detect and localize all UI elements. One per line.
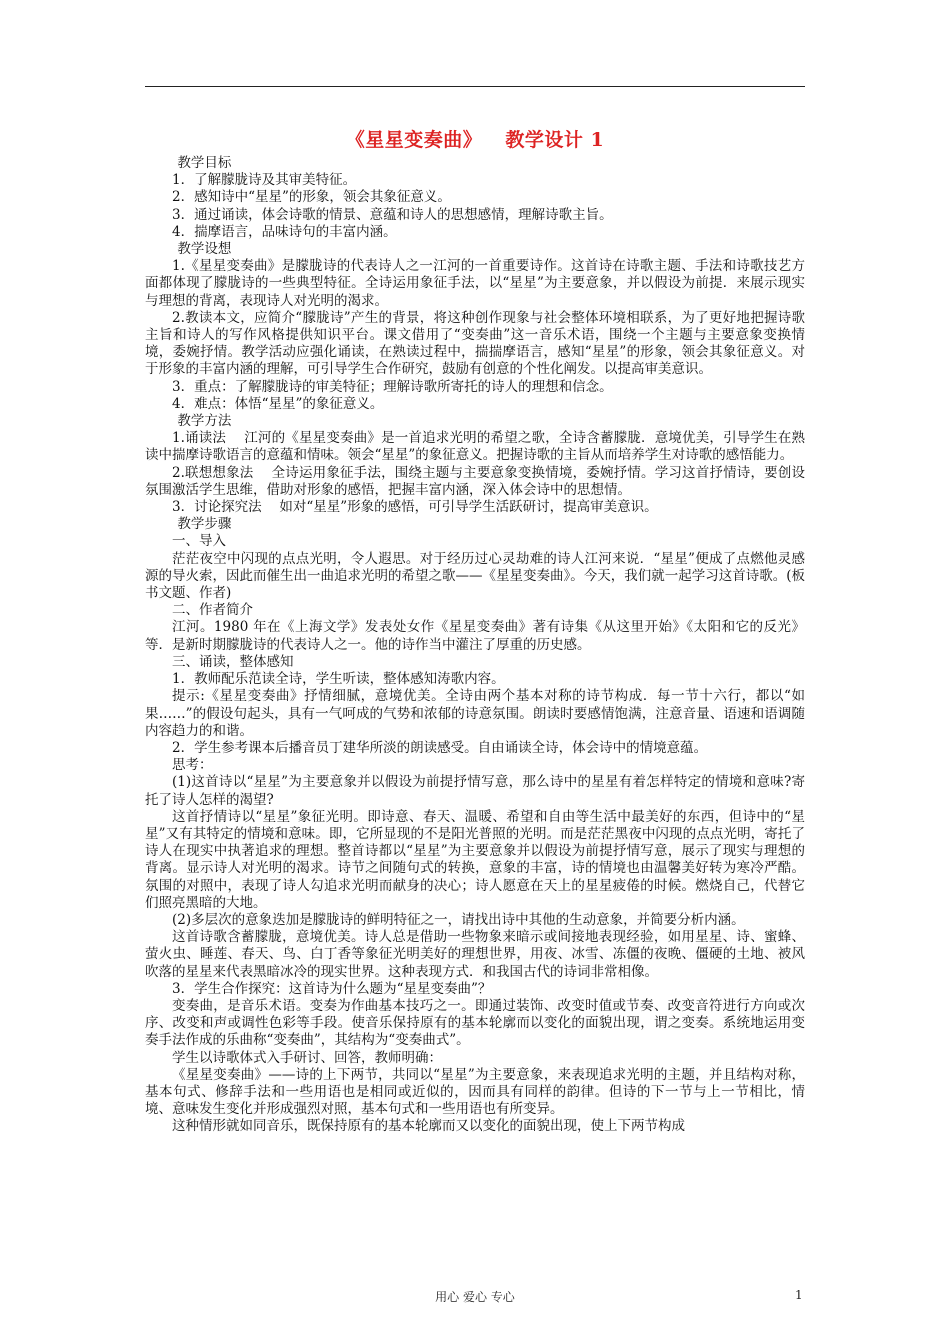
paragraph: (2)多层次的意象迭加是朦胧诗的鲜明特征之一，请找出诗中其他的生动意象，并简要分析内涵。 bbox=[172, 911, 745, 928]
document-body bbox=[145, 128, 805, 1136]
paragraph: 2.联想想象法 全诗运用象征手法，围绕主题与主要意象变换情境，委婉抒情。学习这首抒情诗，要创设氛围激活学生思维，借助对形象的感悟，把握丰富内涵，深入体会诗中的思想情。 bbox=[145, 464, 805, 498]
paragraph: 3．通过诵读，体会诗歌的情景、意蕴和诗人的思想感情，理解诗歌主旨。 bbox=[172, 206, 613, 223]
page-number: 1 bbox=[795, 1288, 803, 1302]
title-design-label: 教学设计 1 bbox=[505, 129, 605, 151]
section-heading: 三、诵读，整体感知 bbox=[172, 653, 294, 670]
paragraph: 3．讨论探究法 如对“星星”形象的感悟，可引导学生活跃研讨，提高审美意识。 bbox=[172, 499, 658, 516]
paragraph: 2．感知诗中“星星”的形象，领会其象征意义。 bbox=[172, 189, 451, 206]
footer-motto: 用心 爱心 专心 bbox=[435, 1290, 515, 1304]
section-heading: 一、导入 bbox=[172, 533, 226, 550]
heading-plan: 教学设想 bbox=[177, 241, 232, 258]
paragraph: 1.诵读法 江河的《星星变奏曲》是一首追求光明的希望之歌，全诗含蓄朦胧．意境优美，引导学生在熟读中揣摩诗歌语言的意蕴和情味。领会“星星”的象征意义。把握诗歌的主旨从而培养学生对诗歌的感悟能力。 bbox=[145, 430, 805, 464]
paragraph: 2.教读本文，应简介“朦胧诗”产生的背景，将这种创作现象与社会整体环境相联系，为了更好地把握诗歌主旨和诗人的写作风格提供知识平台。课文借用了“变奏曲”这一音乐术语，围绕一个主题与主要意象变换情境，委婉抒情。教学活动应强化诵读，在熟读过程中，揣揣摩语言，感知“星星”的形象，领会其象征意义。对于形象的丰富内涵的理解，可引导学生合作研究，鼓励有创意的个性化阐发。以提高审美意识。 bbox=[145, 309, 805, 378]
paragraph: 1．了解朦胧诗及其审美特征。 bbox=[172, 172, 357, 189]
section-heading: 二、作者简介 bbox=[172, 602, 253, 619]
paragraph: 这首抒情诗以“星星”象征光明。即诗意、春天、温暖、希望和自由等生活中最美好的东西，但诗中的“星星”又有其特定的情境和意味。即，它所显现的不是阳光普照的光明。而是茫茫黑夜中闪现的点点光明，寄托了诗人在现实中执著追求的理想。整首诗都以“星星”为主要意象并以假设为前提抒情写意，展示了现实与理想的背离。显示诗人对光明的渴求。诗节之间随句式的转换，意象的丰富，诗的情境也由温馨美好转为寒冷严酷。氛围的对照中，表现了诗人勾追求光明而献身的决心；诗人愿意在天上的星星疲倦的时候。燃烧自己，代替它们照亮黑暗的大地。 bbox=[145, 808, 805, 911]
paragraph: 3．重点：了解朦胧诗的审美特征；理解诗歌所寄托的诗人的理想和信念。 bbox=[172, 378, 613, 395]
paragraph: 变奏曲，是音乐术语。变奏为作曲基本技巧之一。即通过装饰、改变时值或节奏、改变音符进行方向或次序、改变和声或调性色彩等手段。使音乐保持原有的基本轮廓而以变化的面貌出现，谓之变奏。系统地运用变奏手法作成的乐曲称“变奏曲”，其结构为“变奏曲式”。 bbox=[145, 997, 805, 1049]
paragraph: 提示:《星星变奏曲》抒情细腻，意境优美。全诗由两个基本对称的诗节构成．每一节十六行，都以“如果……”的假设句起头，具有一气呵成的气势和浓郁的诗意氛围。朗读时要感情饱满，注意音量、语速和语调随内容趋力的和谐。 bbox=[145, 688, 805, 739]
paragraph: 思考： bbox=[172, 757, 213, 774]
paragraph: 这首诗歌含蓄朦胧，意境优美。诗人总是借助一些物象来暗示或间接地表现经验，如用星星、诗、蜜蜂、萤火虫、睡莲、春天、鸟、白丁香等象征光明美好的理想世界，用夜、冰雪、冻僵的夜晚、僵硬的土地、被风吹落的星星来代表黑暗冰冷的现实世界。这种表现方式．和我国古代的诗词非常相像。 bbox=[145, 929, 805, 980]
paragraph: 1．教师配乐范读全诗，学生听读，整体感知涛歌内容。 bbox=[172, 671, 505, 688]
paragraph: 学生以诗歌体式入手研讨、回答，教师明确： bbox=[172, 1049, 442, 1066]
paragraph: 4．难点：体悟“星星”的象征意义。 bbox=[172, 395, 384, 412]
paragraph: 2．学生参考课本后播音员丁建华所淡的朗读感受。自由诵读全诗，体会诗中的情境意蕴。 bbox=[172, 739, 708, 756]
heading-methods: 教学方法 bbox=[177, 413, 232, 430]
paragraph: (1)这首诗以“星星”为主要意象并以假设为前提抒情写意，那么诗中的星星有着怎样特定的情境和意味?寄托了诗人怎样的渴望? bbox=[145, 774, 805, 808]
header-rule bbox=[145, 86, 805, 87]
paragraph: 江河。1980 年在《上海文学》发表处女作《星星变奏曲》著有诗集《从这里开始》《太阳和它的反光》等．是新时期朦胧诗的代表诗人之一。他的诗作当中灌注了厚重的历史感。 bbox=[145, 619, 805, 653]
heading-objectives: 教学目标 bbox=[177, 155, 232, 171]
paragraph: 4．揣摩语言，品味诗句的丰富内涵。 bbox=[172, 223, 397, 240]
paragraph: 1.《星星变奏曲》是朦胧诗的代表诗人之一江河的一首重要诗作。这首诗在诗歌主题、手法和诗歌技艺方面都体现了朦胧诗的一些典型特征。全诗运用象征手法，以“星星”为主要意象，并以假设为前提．来展示现实与理想的背离，表现诗人对光明的渴求。 bbox=[145, 258, 805, 309]
document-title bbox=[145, 128, 805, 152]
paragraph: 这种情形就如同音乐，既保持原有的基本轮廓而又以变化的面貌出现，使上下两节构成 bbox=[172, 1118, 685, 1135]
title-work-name: 《星星变奏曲》 bbox=[345, 129, 483, 151]
heading-steps: 教学步骤 bbox=[177, 516, 232, 533]
paragraph: 茫茫夜空中闪现的点点光明，令人遐思。对于经历过心灵劫难的诗人江河来说．“星星”便成了点燃他灵感源的导火索，因此而催生出一曲追求光明的希望之歌——《星星变奏曲》。今天，我们就一起学习这首诗歌。(板书文题、作者) bbox=[145, 550, 806, 602]
paragraph: 3．学生合作探究：这首诗为什么题为“星星变奏曲”？ bbox=[172, 980, 492, 997]
paragraph: 《星星变奏曲》——诗的上下两节，共同以“星星”为主要意象，来表现追求光明的主题，并且结构对称，基本句式、修辞手法和一些用语也是相同或近似的，因而具有同样的韵律。但诗的下一节与上一节相比，情境、意味发生变化并形成强烈对照，基本句式和一些用语也有所变异。 bbox=[145, 1066, 805, 1118]
